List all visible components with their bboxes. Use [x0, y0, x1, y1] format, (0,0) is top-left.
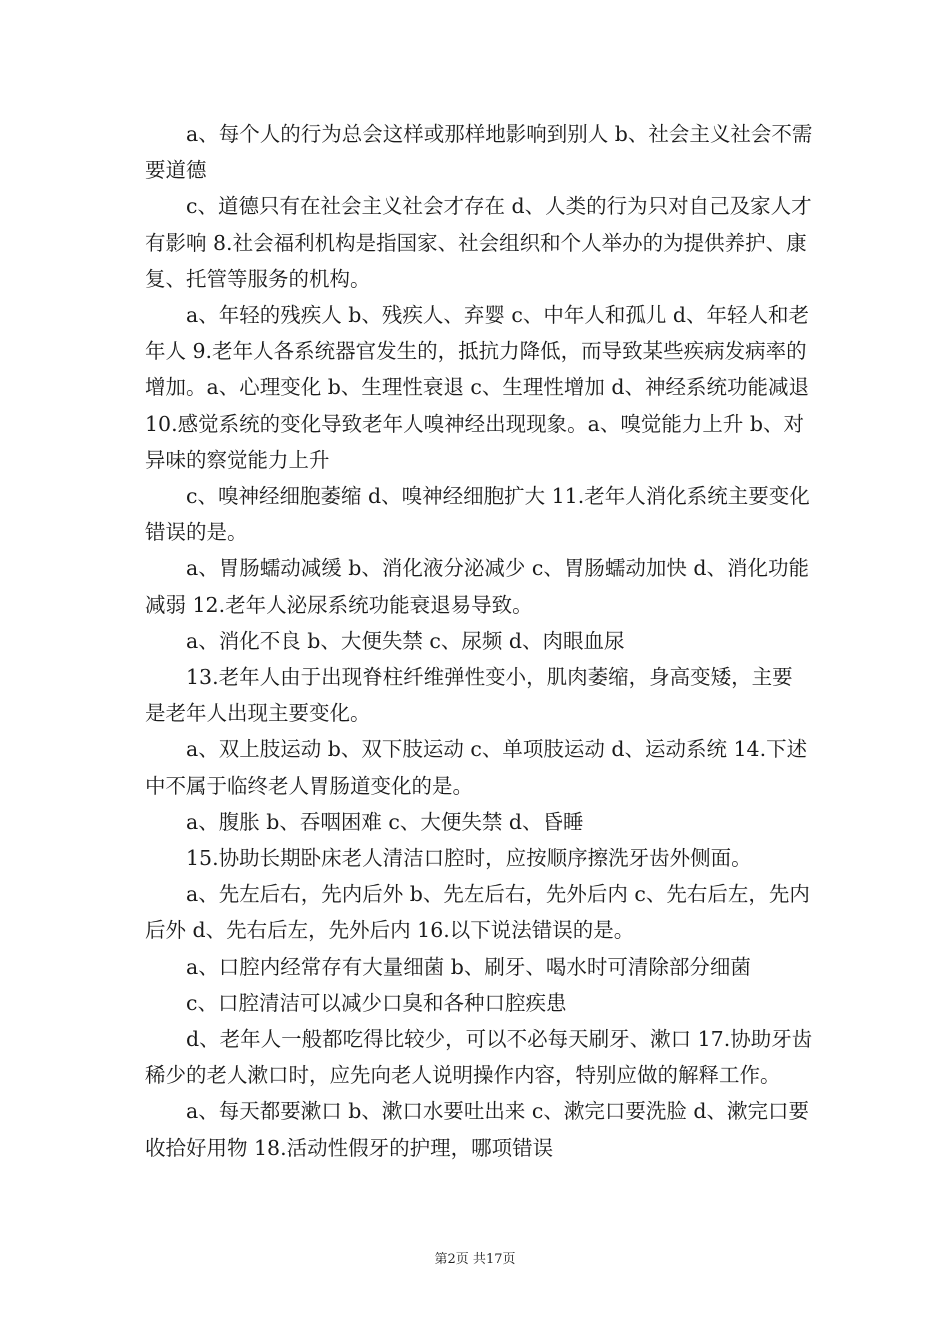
- paragraph: a、年轻的残疾人 b、残疾人、弃婴 c、中年人和孤儿 d、年轻人和老年人 9.老年人各系统器官发生的，抵抗力降低，而导致某些疾病发病率的增加。a、心理变化 b、生理性衰退 c、生理性增加 d、神经系统功能减退 10.感觉系统的变化导致老年人嗅神经出现现象。a、嗅觉能力上升 b、对异味的察觉能力上升: [145, 303, 809, 472]
- page-number: 2: [447, 1252, 456, 1267]
- footer-middle: 页 共: [455, 1252, 486, 1267]
- document-body: [145, 116, 813, 1166]
- paragraph: a、口腔内经常存有大量细菌 b、刷牙、喝水时可清除部分细菌: [186, 954, 751, 979]
- paragraph: a、腹胀 b、吞咽困难 c、大便失禁 d、昏睡: [186, 809, 584, 834]
- footer-suffix: 页: [502, 1252, 516, 1267]
- paragraph: 13.老年人由于出现脊柱纤维弹性变小，肌肉萎缩，身高变矮，主要是老年人出现主要变化。: [145, 665, 793, 726]
- page-footer: [0, 1248, 950, 1267]
- paragraph: 15.协助长期卧床老人清洁口腔时，应按顺序擦洗牙齿外侧面。: [186, 846, 752, 871]
- paragraph: a、先左后右，先内后外 b、先左后右，先外后内 c、先右后左，先内后外 d、先右后左，先外后内 16.以下说法错误的是。: [145, 882, 810, 943]
- paragraph: c、嗅神经细胞萎缩 d、嗅神经细胞扩大 11.老年人消化系统主要变化错误的是。: [145, 484, 810, 545]
- footer-prefix: 第: [434, 1252, 448, 1267]
- paragraph: a、双上肢运动 b、双下肢运动 c、单项肢运动 d、运动系统 14.下述中不属于临终老人胃肠道变化的是。: [145, 737, 808, 798]
- paragraph: c、口腔清洁可以减少口臭和各种口腔疾患: [186, 990, 567, 1015]
- paragraph: a、每个人的行为总会这样或那样地影响到别人 b、社会主义社会不需要道德: [145, 122, 813, 183]
- total-pages: 17: [485, 1252, 503, 1267]
- paragraph: d、老年人一般都吃得比较少，可以不必每天刷牙、漱口 17.协助牙齿稀少的老人漱口时，应先向老人说明操作内容，特别应做的解释工作。: [145, 1027, 813, 1088]
- paragraph: a、胃肠蠕动减缓 b、消化液分泌减少 c、胃肠蠕动加快 d、消化功能减弱 12.老年人泌尿系统功能衰退易导致。: [145, 556, 809, 617]
- paragraph: a、每天都要漱口 b、漱口水要吐出来 c、漱完口要洗脸 d、漱完口要收拾好用物 18.活动性假牙的护理，哪项错误: [145, 1099, 809, 1160]
- paragraph: a、消化不良 b、大便失禁 c、尿频 d、肉眼血尿: [186, 628, 625, 653]
- paragraph: c、道德只有在社会主义社会才存在 d、人类的行为只对自己及家人才有影响 8.社会福利机构是指国家、社会组织和个人举办的为提供养护、康复、托管等服务的机构。: [145, 194, 812, 291]
